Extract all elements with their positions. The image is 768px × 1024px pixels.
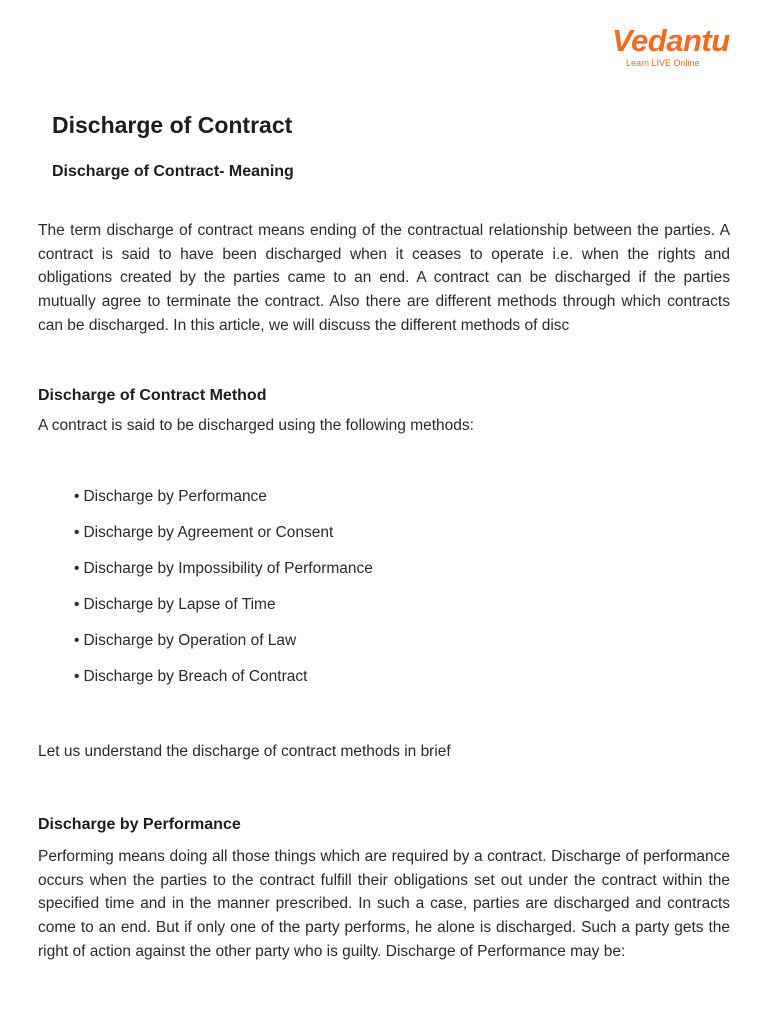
performance-heading: Discharge by Performance [38, 816, 241, 833]
list-item-label: Discharge by Lapse of Time [83, 596, 276, 613]
methods-heading: Discharge of Contract Method [38, 387, 267, 404]
bullet-icon: • [74, 524, 80, 541]
methods-list [74, 488, 373, 704]
bullet-icon: • [74, 488, 80, 505]
methods-intro: A contract is said to be discharged using the following methods: [38, 417, 474, 434]
list-item [74, 632, 373, 668]
list-item-label: Discharge by Impossibility of Performance [83, 560, 373, 577]
list-item-label: Discharge by Performance [83, 488, 267, 505]
list-item [74, 524, 373, 560]
performance-paragraph: Performing means doing all those things which are required by a contract. Discharge of performance occurs when the parties to the contract fulfill their obligations set out under the contract within the specified time and in the manner prescribed. In such a case, parties are discharged and contracts come to an end. But if only one of the party performs, he alone is discharged. Such a party gets the right of action against the other party who is guilty. Discharge of Performance may be: [38, 848, 730, 960]
bullet-icon: • [74, 596, 80, 613]
logo-tagline: Learn LIVE Online [626, 58, 700, 68]
list-item-label: Discharge by Operation of Law [83, 632, 297, 649]
list-item [74, 488, 373, 524]
bullet-icon: • [74, 668, 80, 685]
list-item-label: Discharge by Breach of Contract [83, 668, 308, 685]
list-item [74, 596, 373, 632]
vedantu-logo [612, 23, 730, 74]
bullet-icon: • [74, 560, 80, 577]
list-item [74, 560, 373, 596]
bullet-icon: • [74, 632, 80, 649]
list-item-label: Discharge by Agreement or Consent [83, 524, 334, 541]
brief-note: Let us understand the discharge of contract methods in brief [38, 743, 451, 760]
page-title: Discharge of Contract [52, 112, 293, 138]
list-item [74, 668, 373, 704]
logo-wordmark: Vedantu [612, 23, 730, 58]
intro-paragraph: The term discharge of contract means ending of the contractual relationship between the parties. A contract is said to have been discharged when it ceases to operate i.e. when the rights and obligations created by the parties came to an end. A contract can be discharged if the parties mutually agree to terminate the contract. Also there are different methods through which contracts can be discharged. In this article, we will discuss the different methods of disc [38, 222, 730, 334]
meaning-heading: Discharge of Contract- Meaning [52, 163, 294, 180]
